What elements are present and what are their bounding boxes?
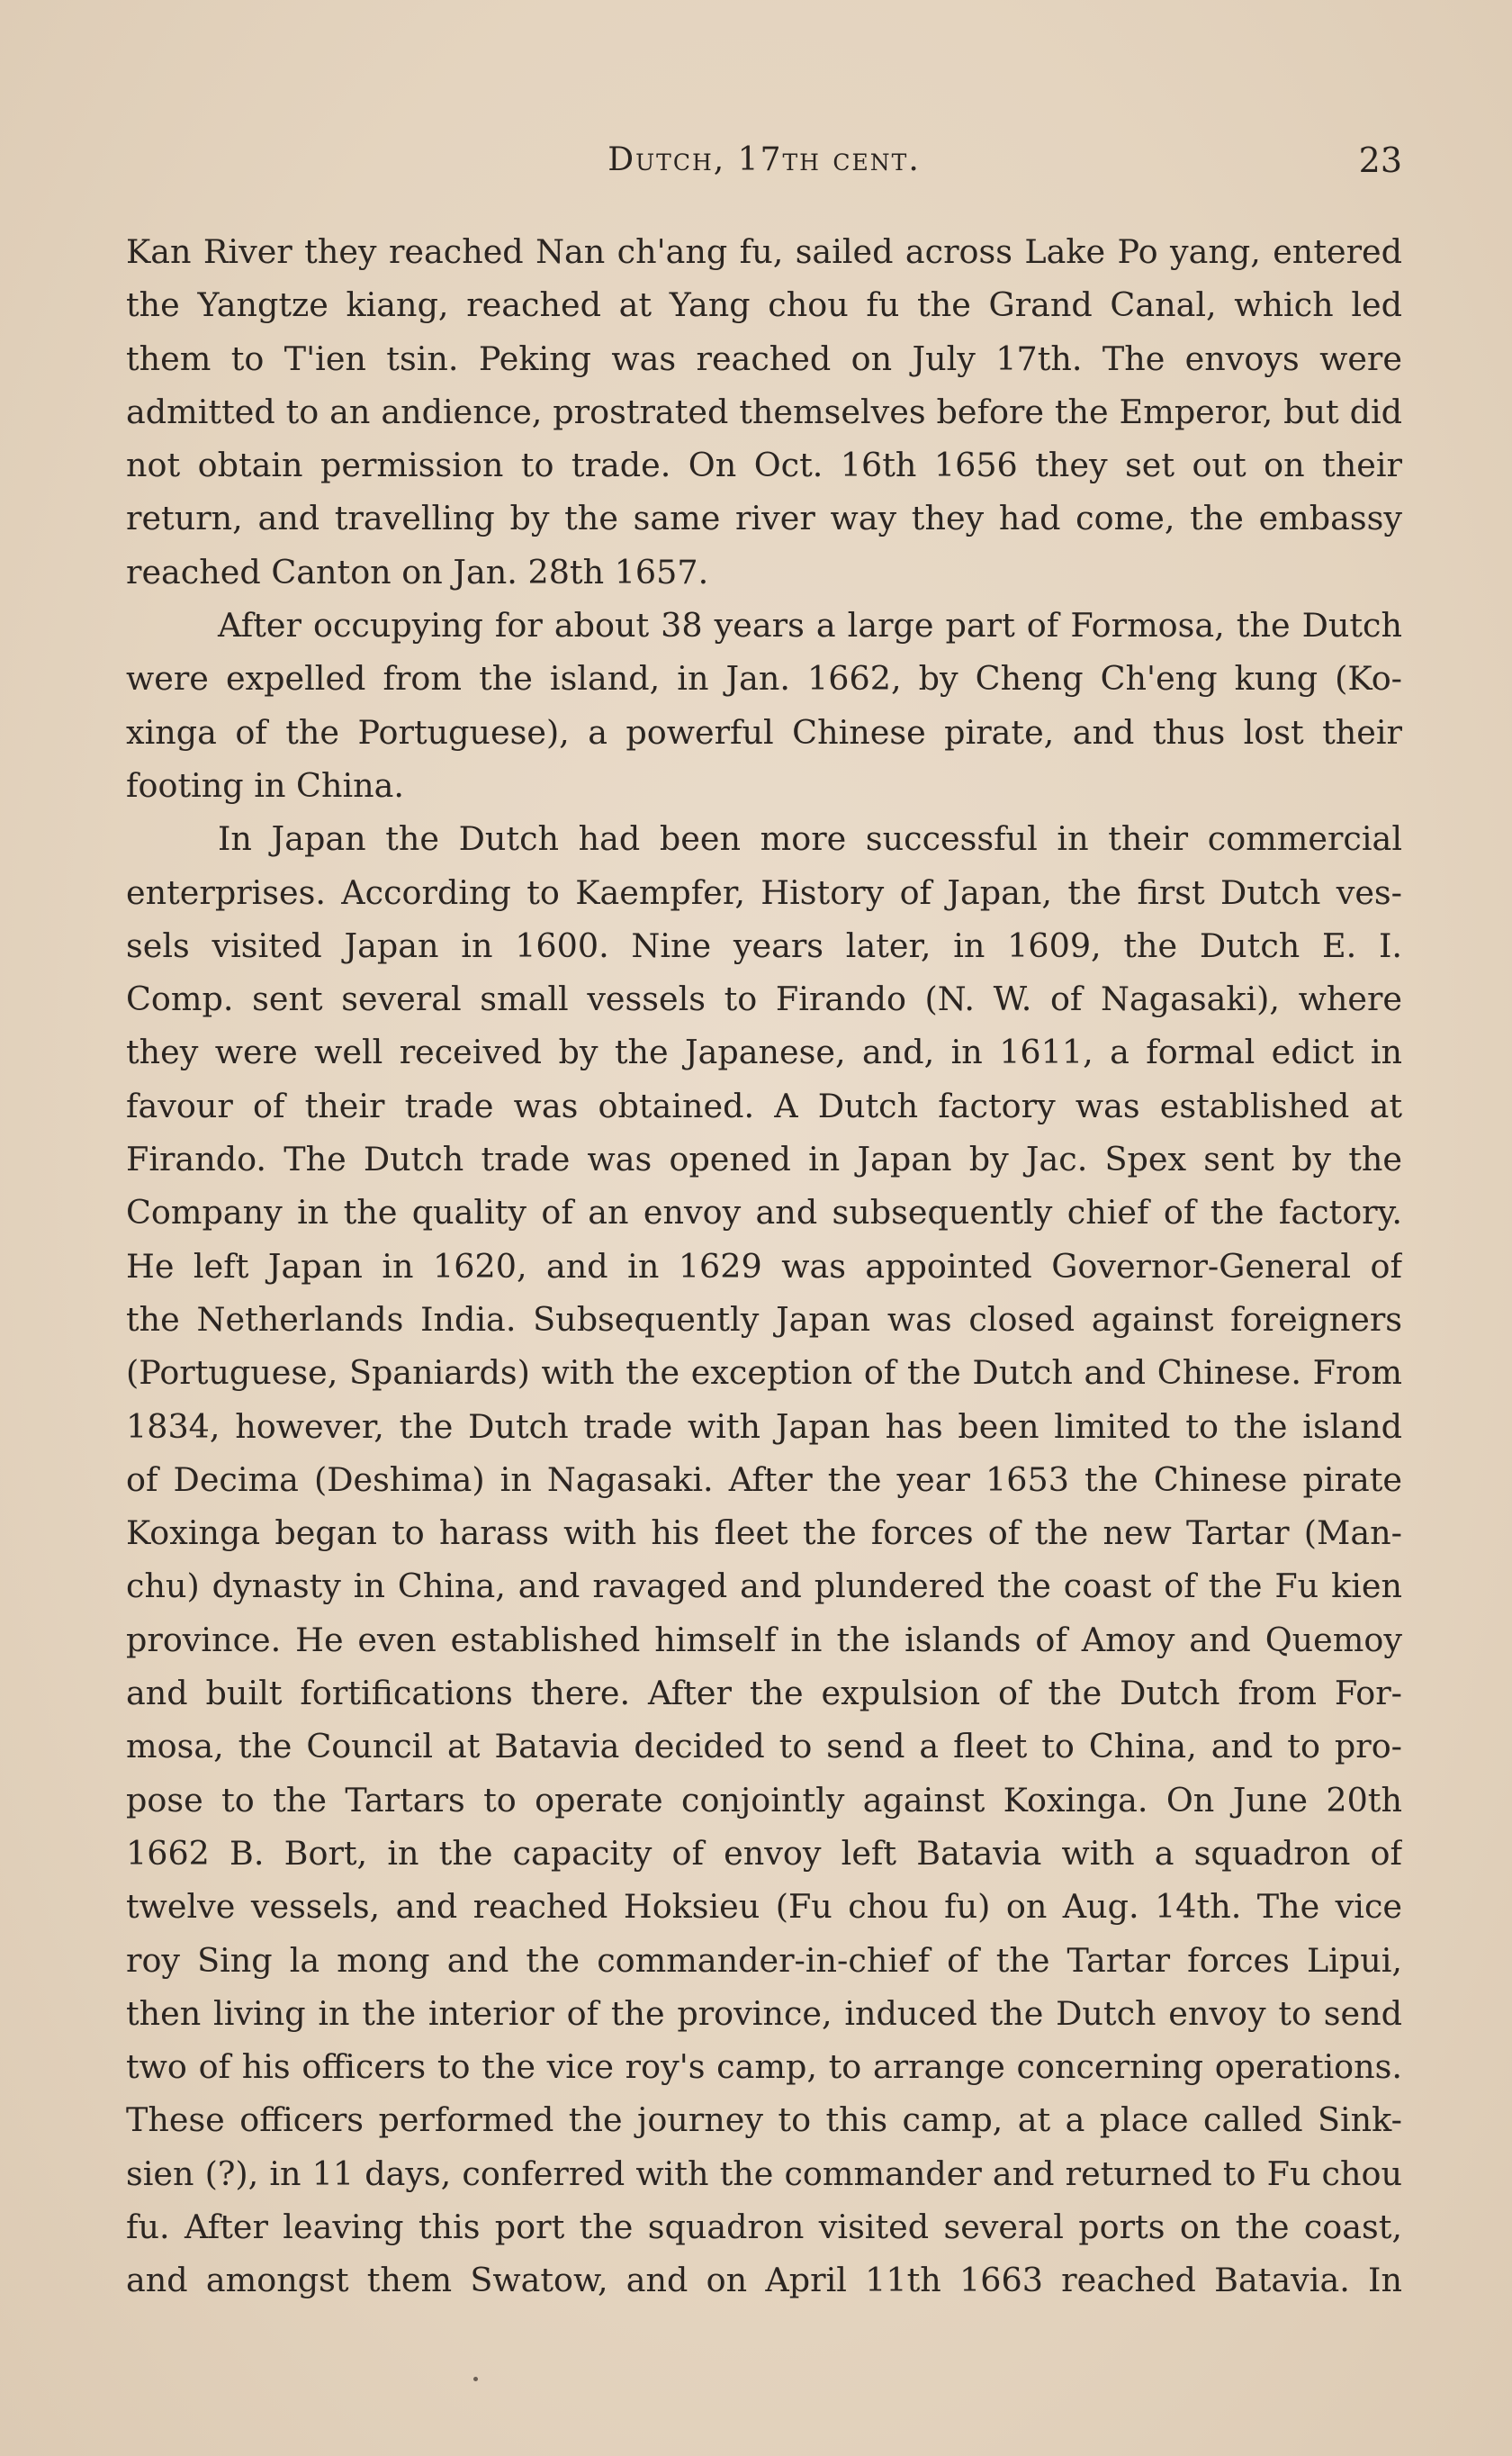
text-line: not obtain permission to trade. On Oct. 16th 1656 they set out on their <box>126 446 1402 485</box>
text-line: Firando. The Dutch trade was opened in Japan by Jac. Spex sent by the <box>126 1140 1402 1179</box>
running-title <box>126 133 1402 187</box>
text-line: He left Japan in 1620, and in 1629 was appointed Governor-General of <box>126 1246 1402 1286</box>
text-line: admitted to an andience, prostrated themselves before the Emperor, but did <box>126 392 1402 431</box>
running-head <box>126 133 1402 187</box>
text-line: roy Sing la mong and the commander-in-chief of the Tartar forces Lipui, <box>126 1940 1402 1980</box>
text-line: two of his officers to the vice roy's camp, to arrange concerning operations. <box>126 2047 1402 2087</box>
text-line: province. He even established himself in the islands of Amoy and Quemoy <box>126 1620 1402 1659</box>
running-title-text: Dutch, 17th cent. <box>608 141 921 178</box>
text-line: enterprises. According to Kaempfer, History of Japan, the first Dutch ves- <box>126 872 1402 912</box>
page-number: 23 <box>1358 140 1402 180</box>
paragraph-3 <box>126 812 1402 2307</box>
body-text <box>126 225 1402 2307</box>
text-line: of Decima (Deshima) in Nagasaki. After the year 1653 the Chinese pirate <box>126 1459 1402 1499</box>
text-line: fu. After leaving this port the squadron visited several ports on the coast, <box>126 2207 1402 2246</box>
text-line: xinga of the Portuguese), a powerful Chinese pirate, and thus lost their <box>126 712 1402 752</box>
text-line: 1662 B. Bort, in the capacity of envoy left Batavia with a squadron of <box>126 1833 1402 1873</box>
paragraph-1 <box>126 225 1402 599</box>
text-line: reached Canton on Jan. 28th 1657. <box>126 552 709 591</box>
text-line: pose to the Tartars to operate conjointly against Koxinga. On June 20th <box>126 1780 1402 1819</box>
text-line: return, and travelling by the same river way they had come, the embassy <box>126 499 1402 538</box>
text-line: In Japan the Dutch had been more successful in their commercial <box>218 819 1402 859</box>
text-line: These officers performed the journey to this camp, at a place called Sink- <box>126 2100 1402 2140</box>
text-line: and built fortifications there. After the expulsion of the Dutch from For- <box>126 1674 1402 1713</box>
text-line: then living in the interior of the province, induced the Dutch envoy to send <box>126 1993 1402 2033</box>
text-line: (Portuguese, Spaniards) with the exception of the Dutch and Chinese. From <box>126 1353 1402 1393</box>
text-line: were expelled from the island, in Jan. 1662, by Cheng Ch'eng kung (Ko- <box>126 659 1402 699</box>
paragraph-2 <box>126 599 1402 812</box>
text-line: favour of their trade was obtained. A Dutch factory was established at <box>126 1086 1402 1125</box>
text-line: sels visited Japan in 1600. Nine years later, in 1609, the Dutch E. I. <box>126 926 1402 965</box>
text-line: After occupying for about 38 years a large part of Formosa, the Dutch <box>218 606 1402 646</box>
text-line: them to T'ien tsin. Peking was reached on July 17th. The envoys were <box>126 339 1402 378</box>
text-line: 1834, however, the Dutch trade with Japan has been limited to the island <box>126 1406 1402 1446</box>
text-line: mosa, the Council at Batavia decided to send a fleet to China, and to pro- <box>126 1727 1402 1766</box>
paper-speck <box>473 2377 478 2381</box>
text-line: twelve vessels, and reached Hoksieu (Fu chou fu) on Aug. 14th. The vice <box>126 1887 1402 1927</box>
text-line: they were well received by the Japanese, and, in 1611, a formal edict in <box>126 1033 1402 1072</box>
text-line: Comp. sent several small vessels to Firando (N. W. of Nagasaki), where <box>126 980 1402 1019</box>
text-line: footing in China. <box>126 765 405 805</box>
text-line: Koxinga began to harass with his fleet the forces of the new Tartar (Man- <box>126 1513 1402 1553</box>
text-line: and amongst them Swatow, and on April 11th 1663 reached Batavia. In <box>126 2261 1402 2300</box>
text-line: the Netherlands India. Subsequently Japan was closed against foreigners <box>126 1299 1402 1339</box>
text-line: sien (?), in 11 days, conferred with the commander and returned to Fu chou <box>126 2154 1402 2193</box>
text-line: the Yangtze kiang, reached at Yang chou fu the Grand Canal, which led <box>126 285 1402 325</box>
text-line: Kan River they reached Nan ch'ang fu, sailed across Lake Po yang, entered <box>126 232 1402 271</box>
text-line: Company in the quality of an envoy and subsequently chief of the factory. <box>126 1193 1402 1233</box>
text-line: chu) dynasty in China, and ravaged and plundered the coast of the Fu kien <box>126 1567 1402 1606</box>
